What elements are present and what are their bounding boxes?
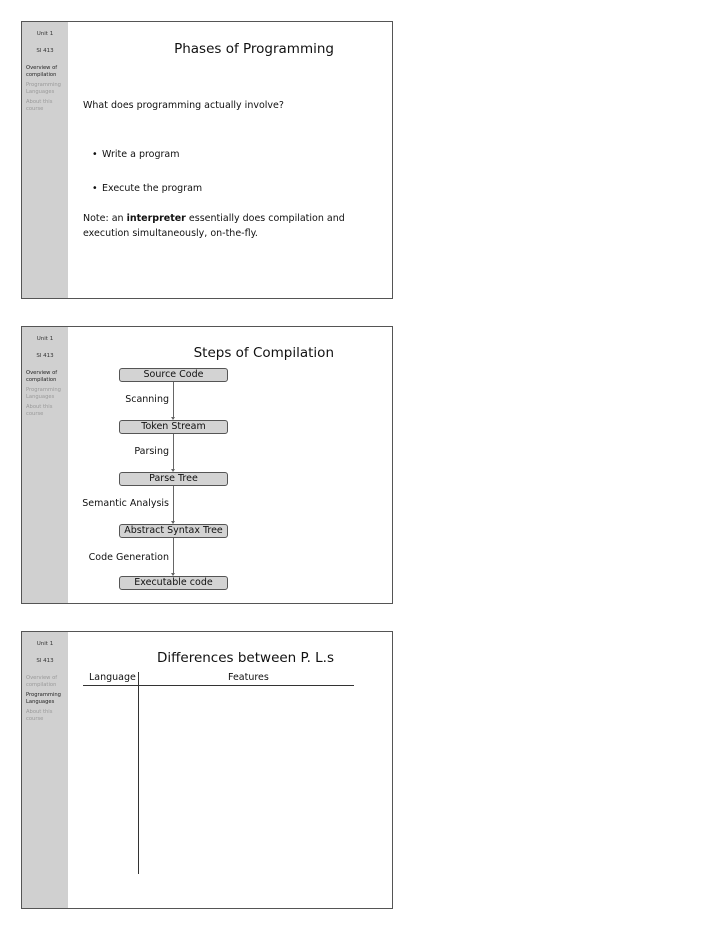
note-bold-term: interpreter (126, 213, 186, 224)
flow-box-parse-tree: Parse Tree (119, 472, 228, 486)
slide-steps-of-compilation (21, 326, 393, 604)
table-header-rule (83, 685, 354, 686)
question-text: What does programming actually involve? (83, 100, 284, 111)
bullet-dot: • (92, 149, 98, 160)
flow-box-source-code: Source Code (119, 368, 228, 382)
slide-sidebar (22, 22, 68, 298)
slide-phases-of-programming (21, 21, 393, 299)
slide-sidebar (22, 327, 68, 603)
slide-title: Steps of Compilation (193, 345, 334, 361)
note-prefix: Note: an (83, 213, 127, 224)
slide-title: Phases of Programming (174, 41, 334, 57)
sidebar-item-programming-languages[interactable]: Programming Languages (26, 82, 61, 95)
sidebar-unit-label: Unit 1 (36, 31, 54, 37)
bullet-item (92, 183, 202, 194)
sidebar-item-overview[interactable]: Overview of compilation (26, 65, 58, 78)
sidebar-item-overview[interactable]: Overview of compilation (26, 370, 58, 383)
sidebar-item-about-course[interactable]: About this course (26, 404, 53, 417)
sidebar-item-programming-languages[interactable]: Programming Languages (26, 387, 61, 400)
bullet-dot: • (92, 183, 98, 194)
sidebar-course-label: SI 413 (36, 48, 54, 54)
flow-box-token-stream: Token Stream (119, 420, 228, 434)
table-header-language: Language (89, 672, 136, 683)
sidebar-nav (26, 675, 68, 726)
sidebar-item-about-course[interactable]: About this course (26, 709, 53, 722)
bullet-text: Execute the program (102, 183, 203, 194)
flow-arrow (173, 382, 174, 419)
sidebar-item-programming-languages[interactable]: Programming Languages (26, 692, 61, 705)
step-label-scanning: Scanning (125, 394, 169, 405)
sidebar-course-label: SI 413 (36, 658, 54, 664)
slide-sidebar (22, 632, 68, 908)
flow-arrow (173, 486, 174, 523)
note-suffix: essentially does compilation and execution simultaneously, on-the-fly. (83, 213, 345, 239)
bullet-item (92, 149, 180, 160)
sidebar-nav (26, 65, 68, 116)
sidebar-course-label: SI 413 (36, 353, 54, 359)
flow-arrow (173, 538, 174, 575)
step-label-semantic-analysis: Semantic Analysis (82, 498, 169, 509)
flow-box-executable-code: Executable code (119, 576, 228, 590)
step-label-code-generation: Code Generation (88, 552, 169, 563)
slide-differences-between-pls (21, 631, 393, 909)
sidebar-item-overview[interactable]: Overview of compilation (26, 675, 58, 688)
table-column-divider (138, 672, 139, 874)
sidebar-unit-label: Unit 1 (36, 641, 54, 647)
slide-title: Differences between P. L.s (156, 650, 334, 666)
bullet-text: Write a program (102, 149, 180, 160)
flow-arrow (173, 434, 174, 471)
sidebar-unit-label: Unit 1 (36, 336, 54, 342)
sidebar-item-about-course[interactable]: About this course (26, 99, 53, 112)
sidebar-nav (26, 370, 68, 421)
table-header-features: Features (228, 672, 269, 683)
flow-box-abstract-syntax-tree: Abstract Syntax Tree (119, 524, 228, 538)
note-text (83, 211, 353, 241)
step-label-parsing: Parsing (134, 446, 169, 457)
